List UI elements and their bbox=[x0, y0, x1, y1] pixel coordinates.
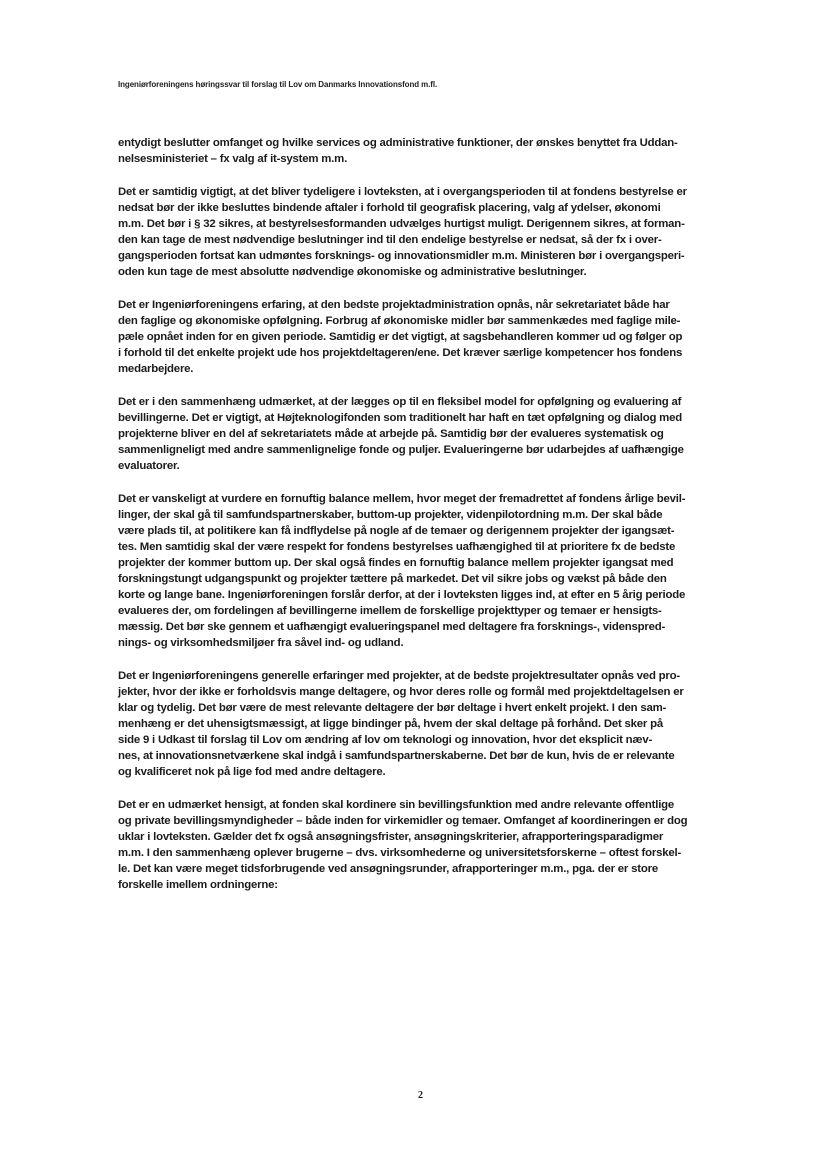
text-line: Det er Ingeniørforeningens generelle erfaringer med projekter, at de bedste projektresultater opnås ved pro- bbox=[118, 670, 681, 682]
text-line: forskelle imellem ordningerne: bbox=[118, 879, 278, 891]
text-line: jekter, hvor der ikke er forholdsvis mange deltagere, og hvor deres rolle og formål med projektdeltagelsen er bbox=[118, 686, 684, 698]
text-line: menhæng er det uhensigtsmæssigt, at ligge bindinger på, hvem der skal deltage på forhånd. Det sker på bbox=[118, 718, 664, 730]
text-line: nings- og virksomhedsmiljøer fra såvel ind- og udland. bbox=[118, 637, 404, 649]
text-line: projekter der kommer buttom up. Der skal også findes en fornuftig balance mellem projekter igangsat med bbox=[118, 557, 674, 569]
paragraph-5 bbox=[118, 491, 740, 651]
text-line: gangsperioden fortsat kan udmøntes forsknings- og innovationsmidler m.m. Ministeren bør i overgangsperi- bbox=[118, 250, 685, 262]
paragraph-7 bbox=[118, 797, 740, 893]
text-line: Det er samtidig vigtigt, at det bliver tydeligere i lovteksten, at i overgangsperioden til at fondens bestyrelse er bbox=[118, 186, 687, 198]
text-line: tes. Men samtidig skal der være respekt for fondens bestyrelses uafhængighed til at prioritere fx de bedste bbox=[118, 541, 676, 553]
text-line: side 9 i Udkast til forslag til Lov om ændring af lov om teknologi og innovation, hvor det eksplicit næv- bbox=[118, 734, 653, 746]
text-line: Det er vanskeligt at vurdere en fornuftig balance mellem, hvor meget der fremadrettet af fondens årlige bevil- bbox=[118, 493, 686, 505]
text-line: og private bevillingsmyndigheder – både inden for virkemidler og temaer. Omfanget af koordineringen er dog bbox=[118, 815, 688, 827]
text-line: mæssig. Det bør ske gennem et uafhængigt evalueringspanel med deltagere fra forsknings-, videnspred- bbox=[118, 621, 666, 633]
text-line: Det er i den sammenhæng udmærket, at der lægges op til en fleksibel model for opfølgning og evaluering af bbox=[118, 396, 682, 408]
text-line: nedsat bør der ikke besluttes bindende aftaler i forhold til geografisk placering, valg af ydelser, økonomi bbox=[118, 202, 661, 214]
text-line: m.m. I den sammenhæng oplever brugerne – dvs. virksomhederne og universitetsforskerne – oftest forskel- bbox=[118, 847, 682, 859]
paragraph-3 bbox=[118, 297, 740, 377]
paragraph-2 bbox=[118, 184, 740, 280]
text-line: linger, der skal gå til samfundspartnerskaber, buttom-up projekter, videnpilotordning m.m. Der skal både bbox=[118, 509, 663, 521]
text-line: nelsesministeriet – fx valg af it-system m.m. bbox=[118, 153, 348, 165]
text-line: bevillingerne. Det er vigtigt, at Højteknologifonden som traditionelt har haft en tæt opfølgning og dialog med bbox=[118, 412, 682, 424]
text-line: evalueres der, om fordelingen af bevillingerne imellem de forskellige projekttyper og temaer er hensigts- bbox=[118, 605, 662, 617]
text-line: og kvalificeret nok på lige fod med andre deltagere. bbox=[118, 766, 386, 778]
page-number: 2 bbox=[418, 1090, 423, 1101]
text-line: Det er en udmærket hensigt, at fonden skal kordinere sin bevillingsfunktion med andre relevante offentlige bbox=[118, 799, 675, 811]
paragraph-4 bbox=[118, 394, 740, 474]
text-line: oden kun tage de mest absolutte nødvendige økonomiske og administrative beslutninger. bbox=[118, 266, 587, 278]
text-line: pæle opnået inden for en given periode. Samtidig er det vigtigt, at sagsbehandleren kommer ud og følger op bbox=[118, 331, 683, 343]
text-line: korte og lange bane. Ingeniørforeningen forslår derfor, at der i lovteksten ligges ind, at efter en 5 årig periode bbox=[118, 589, 686, 601]
paragraph-6 bbox=[118, 668, 740, 780]
page-header: Ingeniørforeningens høringssvar til forslag til Lov om Danmarks Innovationsfond m.fl. bbox=[118, 80, 438, 89]
text-line: m.m. Det bør i § 32 sikres, at bestyrelsesformanden udvælges hurtigst muligt. Derigennem sikres, at forman- bbox=[118, 218, 685, 230]
text-line: le. Det kan være meget tidsforbrugende ved ansøgningsrunder, afrapporteringer m.m., pga. der er store bbox=[118, 863, 658, 875]
text-line: nes, at innovationsnetværkene skal indgå i samfundspartnerskaberne. Det bør de kun, hvis de er relevante bbox=[118, 750, 675, 762]
text-line: i forhold til det enkelte projekt ude hos projektdeltageren/ene. Det kræver særlige kompetencer hos fondens bbox=[118, 347, 683, 359]
text-line: klar og tydelig. Det bør være de mest relevante deltagere der bør deltage i hvert enkelt projekt. I den sam- bbox=[118, 702, 667, 714]
text-line: uklar i lovteksten. Gælder det fx også ansøgningsfrister, ansøgningskriterier, afrapporteringsparadigmer bbox=[118, 831, 664, 843]
paragraph-1 bbox=[118, 135, 740, 167]
text-line: sammenligneligt med andre sammenlignelige fonde og puljer. Evalueringerne bør udarbejdes af uafhængige bbox=[118, 444, 684, 456]
text-line: medarbejdere. bbox=[118, 363, 194, 375]
text-line: Det er Ingeniørforeningens erfaring, at den bedste projektadministration opnås, når sekretariatet både har bbox=[118, 299, 670, 311]
text-line: forskningstungt udgangspunkt og projekter tættere på markedet. Det vil sikre jobs og vækst på både den bbox=[118, 573, 667, 585]
text-line: den kan tage de mest nødvendige beslutninger ind til den endelige bestyrelse er nedsat, så der fx i over- bbox=[118, 234, 662, 246]
text-line: den faglige og økonomiske opfølgning. Forbrug af økonomiske midler bør sammenkædes med faglige mile- bbox=[118, 315, 681, 327]
text-line: entydigt beslutter omfanget og hvilke services og administrative funktioner, der ønskes benyttet fra Uddan- bbox=[118, 137, 678, 149]
text-line: projekterne bliver en del af sekretariatets måde at arbejde på. Samtidig bør der evalueres systematisk og bbox=[118, 428, 664, 440]
text-line: være plads til, at politikere kan få indflydelse på nogle af de temaer og derigennem projekter der igangsæt- bbox=[118, 525, 675, 537]
document-body bbox=[118, 135, 740, 910]
text-line: evaluatorer. bbox=[118, 460, 180, 472]
